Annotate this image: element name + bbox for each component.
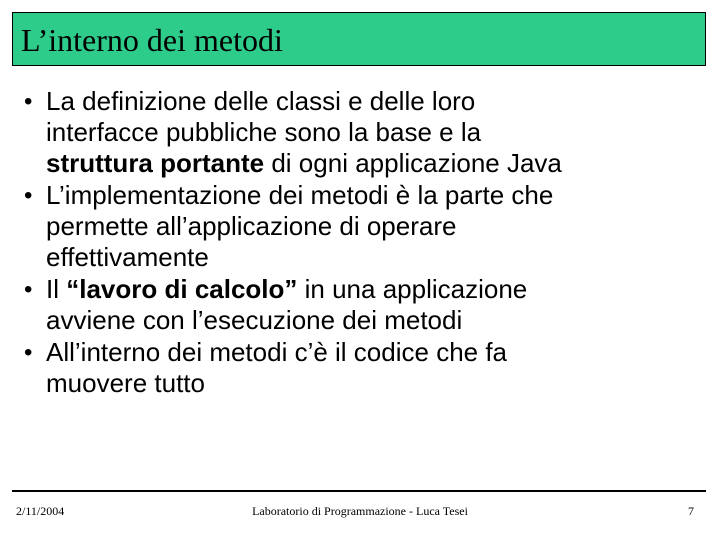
bullet-line <box>46 337 706 368</box>
bullet-bold-text: struttura portante <box>46 148 265 178</box>
bullet-line <box>46 211 706 242</box>
bullet-line <box>46 305 706 336</box>
bullet-dot-icon: • <box>24 276 33 303</box>
bullet-text: All’interno dei metodi c’è il codice che fa <box>46 337 508 367</box>
bullet-line <box>46 368 706 399</box>
bullet-text: permette all’applicazione di operare <box>46 211 457 241</box>
bullet-line <box>46 242 706 273</box>
bullet-text: interfacce pubbliche sono la base e la <box>46 117 482 147</box>
bullet-line <box>46 148 706 179</box>
slide-title-bar <box>12 12 706 66</box>
page-number: 7 <box>688 504 694 518</box>
bullet-item <box>16 274 706 336</box>
bullet-line <box>46 117 706 148</box>
bullet-text: in una applicazione <box>297 274 528 304</box>
bullet-text: muovere tutto <box>46 368 205 398</box>
bullet-text: Il <box>46 274 67 304</box>
bullet-text: avviene con l’esecuzione dei metodi <box>46 305 463 335</box>
slide-title: L’interno dei metodi <box>21 22 283 58</box>
footer-title: Laboratorio di Programmazione - Luca Tesei <box>252 504 468 518</box>
bullet-text: L’implementazione dei metodi è la parte che <box>46 180 554 210</box>
bullet-text: di ogni applicazione Java <box>264 148 562 178</box>
bullet-text: effettivamente <box>46 242 209 272</box>
bullet-item <box>16 180 706 273</box>
footer-date: 2/11/2004 <box>16 504 65 518</box>
bullet-line <box>46 86 706 117</box>
bullet-text: La definizione delle classi e delle loro <box>46 86 476 116</box>
bullet-dot-icon: • <box>24 339 33 366</box>
bullet-dot-icon: • <box>24 88 33 115</box>
bullet-dot-icon: • <box>24 182 33 209</box>
bullet-list <box>16 86 706 400</box>
bullet-line <box>46 274 706 305</box>
bullet-item <box>16 337 706 399</box>
bullet-item <box>16 86 706 179</box>
bullet-line <box>46 180 706 211</box>
footer-divider <box>12 490 706 492</box>
bullet-bold-text: “lavoro di calcolo” <box>66 274 298 304</box>
